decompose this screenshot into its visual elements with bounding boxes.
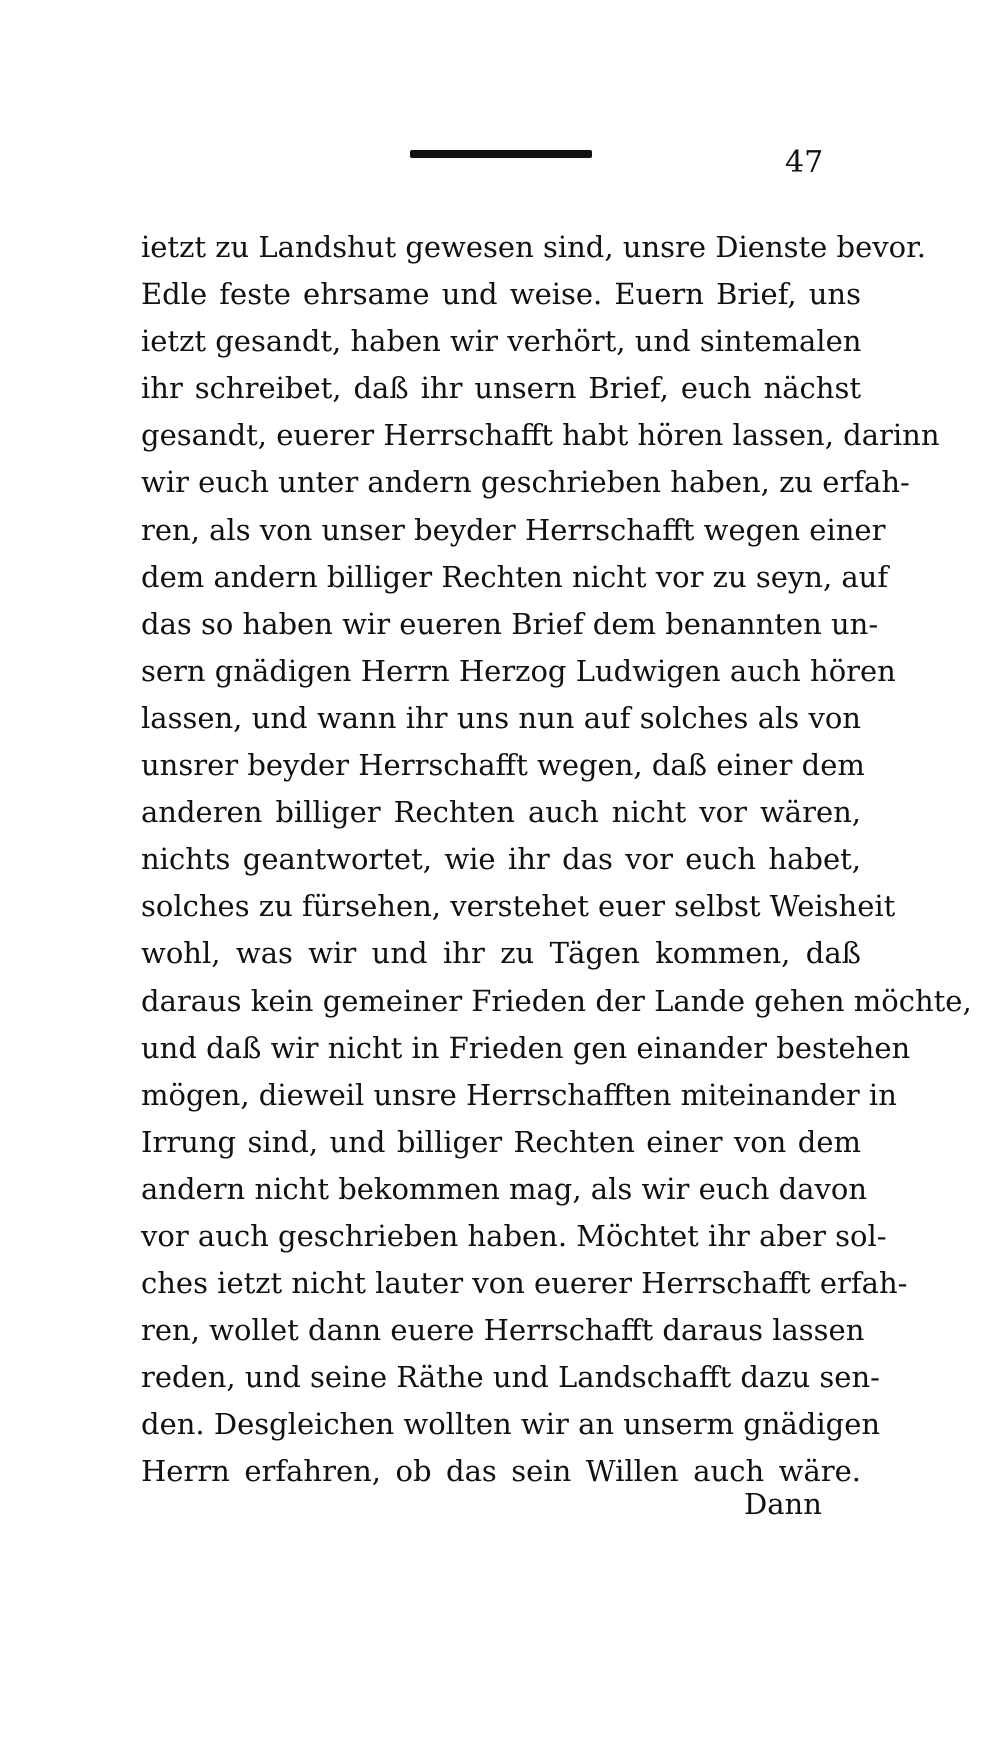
text-line: Edle feste ehrsame und weise. Euern Brief, uns: [141, 277, 861, 312]
text-line: dem andern billiger Rechten nicht vor zu seyn, auf: [141, 559, 889, 594]
text-line: daraus kein gemeiner Frieden der Lande gehen möchte,: [141, 983, 972, 1018]
text-line: das so haben wir eueren Brief dem benannten un-: [141, 606, 879, 641]
text-line: mögen, dieweil unsre Herrschafften miteinander in: [141, 1077, 897, 1112]
text-line: ihr schreibet, daß ihr unsern Brief, euch nächst: [141, 371, 861, 406]
text-line: ren, wollet dann euere Herrschafft daraus lassen: [141, 1313, 865, 1348]
text-line: gesandt, euerer Herrschafft habt hören lassen, darinn: [141, 418, 940, 453]
text-line: ietzt gesandt, haben wir verhört, und sintemalen: [141, 324, 862, 359]
text-line: wohl, was wir und ihr zu Tägen kommen, daß: [141, 936, 861, 971]
text-line: ietzt zu Landshut gewesen sind, unsre Dienste bevor.: [141, 230, 927, 264]
text-line: ches ietzt nicht lauter von euerer Herrschafft erfah-: [141, 1266, 908, 1301]
text-line: den. Desgleichen wollten wir an unserm gnädigen: [141, 1407, 881, 1442]
text-line: wir euch unter andern geschrieben haben, zu erfah-: [141, 465, 910, 500]
body-text: [141, 224, 972, 1496]
text-line: reden, und seine Räthe und Landschafft dazu sen-: [141, 1360, 880, 1395]
text-line: unsrer beyder Herrschafft wegen, daß einer dem: [141, 748, 865, 783]
text-line: lassen, und wann ihr uns nun auf solches als von: [141, 700, 861, 735]
text-line: Irrung sind, und billiger Rechten einer von dem: [141, 1124, 861, 1159]
text-line: anderen billiger Rechten auch nicht vor wären,: [141, 795, 861, 830]
text-line: Herrn erfahren, ob das sein Willen auch wäre.: [141, 1454, 861, 1489]
text-line: nichts geantwortet, wie ihr das vor euch habet,: [141, 842, 861, 877]
header-rule: [410, 150, 592, 158]
text-line: und daß wir nicht in Frieden gen einander bestehen: [141, 1030, 911, 1065]
text-line: ren, als von unser beyder Herrschafft wegen einer: [141, 512, 886, 547]
page-number: 47: [785, 145, 824, 180]
text-line: sern gnädigen Herrn Herzog Ludwigen auch hören: [141, 653, 896, 688]
text-line: solches zu fürsehen, verstehet euer selbst Weisheit: [141, 889, 896, 924]
catchword: Dann: [744, 1487, 822, 1521]
text-line: andern nicht bekommen mag, als wir euch davon: [141, 1171, 867, 1206]
text-line: vor auch geschrieben haben. Möchtet ihr aber sol-: [141, 1218, 887, 1253]
